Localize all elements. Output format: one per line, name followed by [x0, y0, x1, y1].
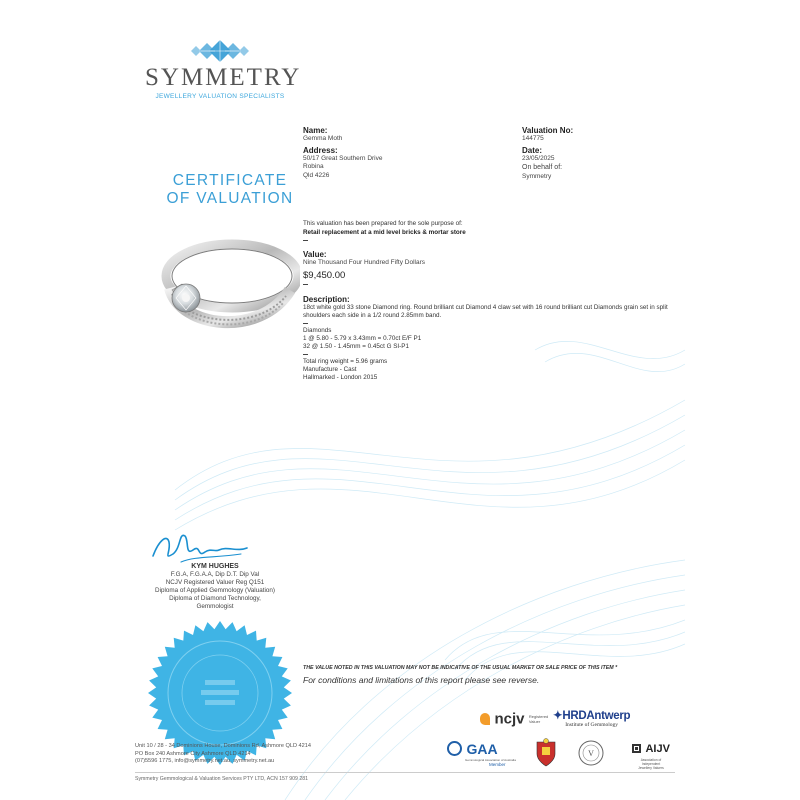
- svg-text:V: V: [588, 749, 594, 758]
- purpose-text: Retail replacement at a mid level bricks & mortar store: [303, 229, 466, 236]
- footer-divider: [135, 772, 675, 773]
- address-line-1: 50/17 Great Southern Drive: [303, 154, 383, 162]
- signer-credentials: [135, 563, 295, 611]
- conditions-note: For conditions and limitations of this report please see reverse.: [303, 675, 540, 685]
- ring-photo: [140, 228, 300, 358]
- aijv-text: AIJV: [645, 742, 670, 755]
- ncjv-swirl-icon: [480, 713, 490, 725]
- value-words: Nine Thousand Four Hundred Fifty Dollars: [303, 259, 425, 266]
- disclaimer: THE VALUE NOTED IN THIS VALUATION MAY NOT BE INDICATIVE OF THE USUAL MARKET OR SALE PRICE OF THIS ITEM *: [303, 665, 618, 671]
- address-footer-1: Unit 10 / 28 - 34 Dominions House, Dominions Rd, Ashmore QLD 4214: [135, 743, 311, 749]
- date-label: Date:: [522, 145, 543, 155]
- certificate-page: [115, 20, 685, 800]
- address-footer-3: (07)5596 1775, info@symmetry.net.au, symmetry.net.au: [135, 758, 275, 765]
- gaa-member: Member: [489, 762, 506, 767]
- signer-line-4: Diploma of Diamond Technology,: [169, 595, 261, 602]
- crest-logo: [533, 738, 559, 773]
- divider: [303, 354, 308, 355]
- signer-line-1: F.G.A, F.G.A.A, Dip D.T. Dip Val: [170, 571, 260, 578]
- hrd-sub: Institute of Gemmology: [565, 722, 619, 728]
- address-line-2: Robina: [303, 163, 324, 170]
- title-line-1: CERTIFICATE: [172, 172, 288, 189]
- name-label: Name:: [303, 126, 328, 135]
- description-text: 18ct white gold 33 stone Diamond ring. Round brilliant cut Diamond 4 claw set with 16 round brilliant cut Diamonds grain set in split shoulders each side in a 1/2 round 2.85mm band.: [303, 304, 668, 319]
- valuer-badge-icon: [578, 740, 604, 766]
- business-address: [135, 743, 311, 766]
- symmetry-logo: [145, 40, 302, 100]
- description-section: [303, 295, 683, 382]
- address-label: Address:: [303, 145, 338, 155]
- ring-weight: Total ring weight = 5.96 grams: [303, 358, 388, 365]
- aijv-sub: [632, 758, 670, 770]
- valuation-date: 23/05/2025: [522, 154, 555, 162]
- ncjv-text: ncjv: [494, 710, 525, 728]
- aijv-sub-1: Association of: [640, 758, 662, 762]
- address-footer-2: PO Box 240 Ashmore City Ashmore QLD 4214: [135, 750, 251, 757]
- aijv-sub-2: Independent: [641, 762, 661, 766]
- signer-line-5: Gemmologist: [196, 603, 234, 610]
- valuation-purpose: [303, 219, 673, 244]
- diamond-line-2: 32 @ 1.50 - 1.45mm = 0.45ct G SI-P1: [303, 343, 409, 350]
- hallmark: Hallmarked - London 2015: [303, 374, 378, 381]
- value-amount: $9,450.00: [303, 269, 346, 281]
- logo-name: SYMMETRY: [145, 64, 302, 91]
- address-line-3: Qld 4226: [303, 171, 330, 179]
- valuation-meta: [522, 126, 672, 181]
- divider: [303, 240, 308, 241]
- valuation-no-label: Valuation No:: [522, 126, 574, 135]
- divider: [303, 284, 308, 285]
- gaa-text: GAA: [466, 740, 498, 757]
- signature: [145, 522, 255, 568]
- title-line-2: OF VALUATION: [166, 190, 294, 207]
- valuer-badge-logo: [578, 740, 604, 771]
- certificate-title: [135, 172, 325, 208]
- ncjv-sub: [529, 714, 548, 724]
- aijv-logo: [632, 740, 670, 770]
- manufacture: Manufacture - Cast: [303, 366, 357, 373]
- gaa-globe-icon: [447, 741, 462, 756]
- signer-line-3: Diploma of Applied Gemmology (Valuation): [155, 587, 275, 594]
- diamond-line-1: 1 @ 5.80 - 5.79 x 3.43mm = 0.70ct E/F P1: [303, 335, 422, 342]
- client-name: Gemma Moth: [303, 135, 343, 142]
- ncjv-logo: [480, 710, 548, 728]
- value-label: Value:: [303, 250, 327, 259]
- divider: [303, 323, 308, 324]
- crest-icon: [533, 738, 559, 768]
- aijv-sub-3: Jewellery Valuers: [638, 766, 664, 770]
- valuation-no: 144775: [522, 135, 544, 142]
- hrd-star-icon: ✦: [553, 710, 563, 722]
- gaa-logo: [447, 740, 516, 767]
- purpose-intro: This valuation has been prepared for the sole purpose of:: [303, 220, 463, 227]
- company-footer: Symmetry Gemmological & Valuation Services PTY LTD, ACN 157 909 281: [135, 776, 308, 782]
- gaa-sub: Gemmological Association of Australia: [465, 758, 516, 762]
- logo-tagline: JEWELLERY VALUATION SPECIALISTS: [155, 93, 285, 100]
- ncjv-sub-2: Valuer: [528, 718, 541, 724]
- diamond-lattice-icon: [187, 40, 253, 62]
- ncjv-sub-1: Registered: [528, 713, 549, 719]
- client-details: [303, 126, 503, 180]
- value-section: [303, 250, 673, 288]
- aijv-grid-icon: [632, 744, 641, 753]
- signer-line-2: NCJV Registered Valuer Reg Q151: [165, 579, 265, 586]
- description-label: Description:: [303, 295, 350, 304]
- association-logos: [435, 704, 685, 774]
- signer-name: KYM HUGHES: [191, 563, 239, 570]
- behalf-label: On behalf of:: [522, 164, 563, 171]
- hrd-antwerp-logo: [553, 708, 630, 728]
- diamonds-label: Diamonds: [303, 327, 332, 334]
- behalf-value: Symmetry: [522, 172, 552, 180]
- hrd-text: HRDAntwerp: [562, 710, 631, 722]
